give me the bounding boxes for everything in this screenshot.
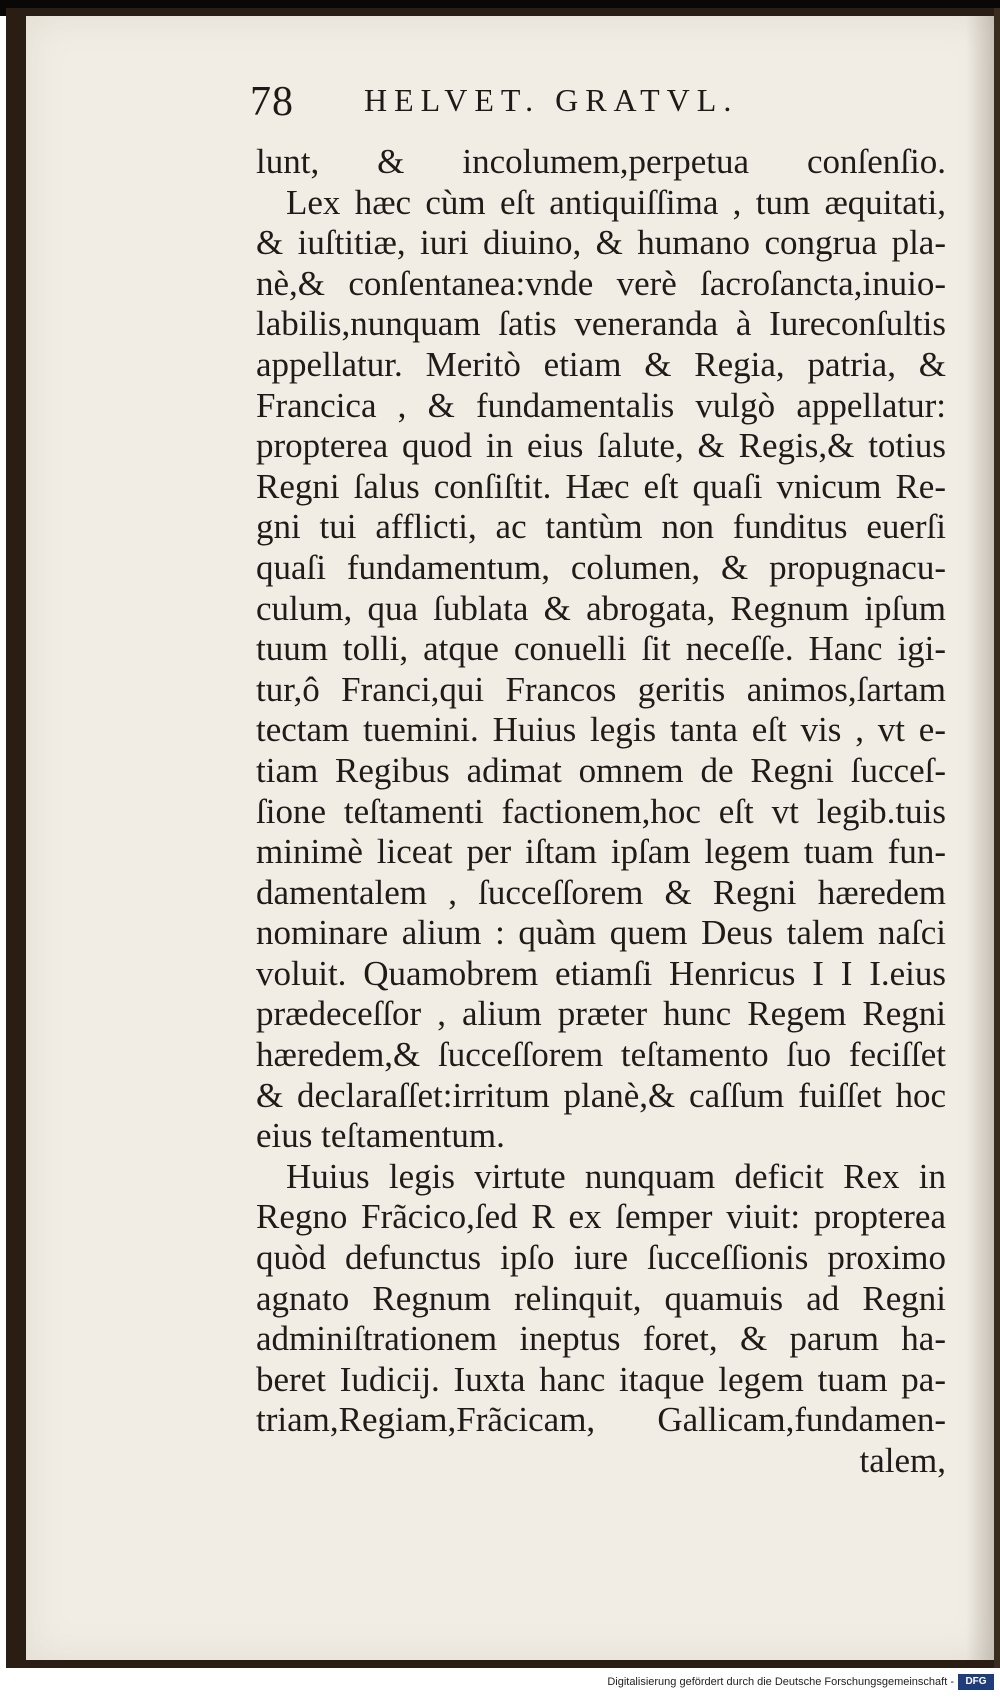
text-line: quòd defunctus ipſo iure ſucceſſionis proximo bbox=[256, 1238, 946, 1278]
body-text bbox=[256, 142, 946, 1482]
text-line: Regno Frãcico,ſed R ex ſemper viuit: propterea bbox=[256, 1197, 946, 1237]
dfg-logo: DFG bbox=[958, 1674, 994, 1690]
text-line: hæredem,& ſucceſſorem teſtamento ſuo feciſſet bbox=[256, 1035, 946, 1075]
text-line: voluit. Quamobrem etiamſi Henricus I I I.eius bbox=[256, 953, 946, 993]
text-line: damentalem , ſucceſſorem & Regni hæredem bbox=[256, 872, 946, 912]
text-line: gni tui afflicti, ac tantùm non funditus euerſi bbox=[256, 507, 946, 547]
text-line: Regni ſalus conſiſtit. Hæc eſt quaſi vnicum Re- bbox=[256, 466, 946, 506]
text-line: tur,ô Franci,qui Francos geritis animos,ſartam bbox=[256, 669, 946, 709]
text-line: tiam Regibus adimat omnem de Regni ſucceſ- bbox=[256, 750, 946, 790]
text-line: appellatur. Meritò etiam & Regia, patria, & bbox=[256, 344, 946, 384]
running-title: HELVET. GRATVL. bbox=[364, 82, 739, 118]
text-line: triam,Regiam,Frãcicam, Gallicam,fundamen- bbox=[256, 1400, 946, 1440]
text-line: & declaraſſet:irritum planè,& caſſum fuiſſet hoc bbox=[256, 1075, 946, 1115]
text-line: lunt, & incolumem,perpetua conſenſio. bbox=[256, 142, 946, 181]
text-line: quaſi fundamentum, columen, & propugnacu- bbox=[256, 547, 946, 587]
text-line: & iuſtitiæ, iuri diuino, & humano congrua pla- bbox=[256, 223, 946, 263]
text-line: Huius legis virtute nunquam deficit Rex in bbox=[286, 1156, 946, 1196]
text-line: beret Iudicij. Iuxta hanc itaque legem tuam pa- bbox=[256, 1359, 946, 1399]
text-line: tectam tuemini. Huius legis tanta eſt vis , vt e- bbox=[256, 710, 946, 750]
text-line: prædeceſſor , alium præter hunc Regem Regni bbox=[256, 994, 946, 1034]
catchword: talem, bbox=[859, 1441, 946, 1480]
page-number: 78 bbox=[250, 79, 294, 125]
text-line: Francica , & fundamentalis vulgò appellatur: bbox=[256, 385, 946, 425]
text-line: eius teſtamentum. bbox=[256, 1116, 505, 1156]
page-header bbox=[226, 78, 946, 134]
page-binding-edge bbox=[994, 8, 1000, 1668]
text-line: agnato Regnum relinquit, quamuis ad Regni bbox=[256, 1278, 946, 1318]
text-line: nominare alium : quàm quem Deus talem naſci bbox=[256, 913, 946, 953]
text-line: minimè liceat per iſtam ipſam legem tuam fun- bbox=[256, 832, 946, 872]
text-line: nè,& conſentanea:vnde verè ſacroſancta,inuio- bbox=[256, 263, 946, 303]
text-line: propterea quod in eius ſalute, & Regis,& totius bbox=[256, 426, 946, 466]
text-line: tuum tolli, atque conuelli ſit neceſſe. Hanc igi- bbox=[256, 629, 946, 669]
digitization-credit: Digitalisierung gefördert durch die Deutsche Forschungsgemeinschaft - bbox=[607, 1676, 954, 1688]
page-edge-shadow bbox=[966, 16, 994, 1660]
text-line: culum, qua ſublata & abrogata, Regnum ipſum bbox=[256, 588, 946, 628]
text-line: ſione teſtamenti factionem,hoc eſt vt legib.tuis bbox=[256, 791, 946, 831]
text-line: labilis,nunquam ſatis veneranda à Iureconſultis bbox=[256, 304, 946, 344]
text-line: adminiſtrationem ineptus foret, & parum ha- bbox=[256, 1319, 946, 1359]
text-line: Lex hæc cùm eſt antiquiſſima , tum æquitati, bbox=[286, 182, 946, 222]
